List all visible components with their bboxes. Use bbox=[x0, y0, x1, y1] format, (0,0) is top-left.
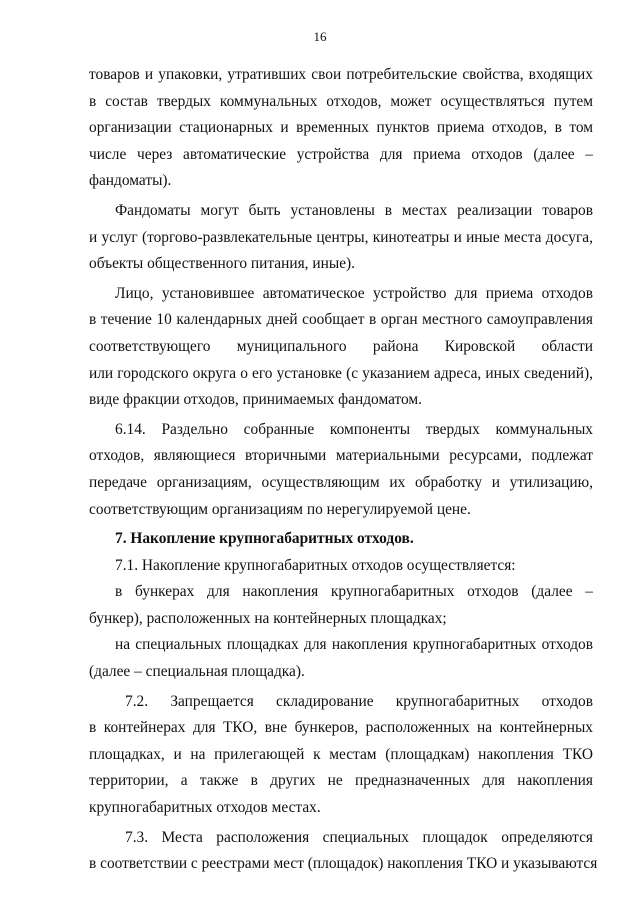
text-line: 7.1. Накопление крупногабаритных отходов осуществляется: bbox=[115, 556, 516, 574]
text-line: в состав твердых коммунальных отходов, может осуществляться путем bbox=[89, 92, 593, 110]
document-body bbox=[89, 62, 598, 878]
text-line: 7.2. Запрещается складирование крупногабаритных отходов bbox=[125, 692, 593, 710]
section-heading: 7. Накопление крупногабаритных отходов. bbox=[115, 530, 414, 548]
text-line: виде фракции отходов, принимаемых фандоматом. bbox=[89, 391, 423, 409]
text-line: передаче организациям, осуществляющим их обработку и утилизацию, bbox=[89, 473, 593, 491]
text-line: на специальных площадках для накопления крупногабаритных отходов bbox=[115, 636, 593, 654]
text-line: числе через автоматические устройства для приема отходов (далее – bbox=[89, 145, 593, 163]
text-line: в течение 10 календарных дней сообщает в орган местного самоуправления bbox=[89, 311, 593, 329]
text-line: 6.14. Раздельно собранные компоненты твердых коммунальных bbox=[115, 420, 593, 438]
text-line: или городского округа о его установке (с указанием адреса, иных сведений), bbox=[89, 364, 593, 382]
text-line: соответствующего муниципального района Кировской области bbox=[89, 337, 593, 355]
text-line: в соответствии с реестрами мест (площадок) накопления ТКО и указываются bbox=[89, 855, 598, 873]
page-number: 16 bbox=[313, 29, 327, 44]
text-line: отходов, являющиеся вторичными материальными ресурсами, подлежат bbox=[89, 447, 593, 465]
text-line: Фандоматы могут быть установлены в местах реализации товаров bbox=[115, 201, 593, 219]
text-line: организации стационарных и временных пунктов приема отходов, в том bbox=[89, 119, 593, 137]
text-line: площадках, и на прилегающей к местам (площадкам) накопления ТКО bbox=[89, 745, 593, 763]
text-line: бункер), расположенных на контейнерных площадках; bbox=[89, 609, 447, 627]
text-line: в бункерах для накопления крупногабаритных отходов (далее – bbox=[115, 583, 593, 601]
text-line: фандоматы). bbox=[89, 172, 172, 190]
text-line: территории, а также в других не предназначенных для накопления bbox=[89, 772, 593, 790]
text-line: Лицо, установившее автоматическое устройство для приема отходов bbox=[115, 284, 593, 302]
text-line: (далее – специальная площадка). bbox=[89, 663, 305, 681]
text-line: в контейнерах для ТКО, вне бункеров, расположенных на контейнерных bbox=[89, 719, 593, 737]
text-line: крупногабаритных отходов местах. bbox=[89, 799, 321, 817]
text-line: товаров и упаковки, утративших свои потребительские свойства, входящих bbox=[89, 66, 593, 83]
text-line: соответствующим организациям по нерегулируемой цене. bbox=[89, 500, 471, 518]
text-line: объекты общественного питания, иные). bbox=[89, 255, 355, 273]
text-line: 7.3. Места расположения специальных площадок определяются bbox=[125, 828, 593, 846]
text-line: и услуг (торгово-развлекательные центры, кинотеатры и иные места досуга, bbox=[89, 228, 593, 246]
